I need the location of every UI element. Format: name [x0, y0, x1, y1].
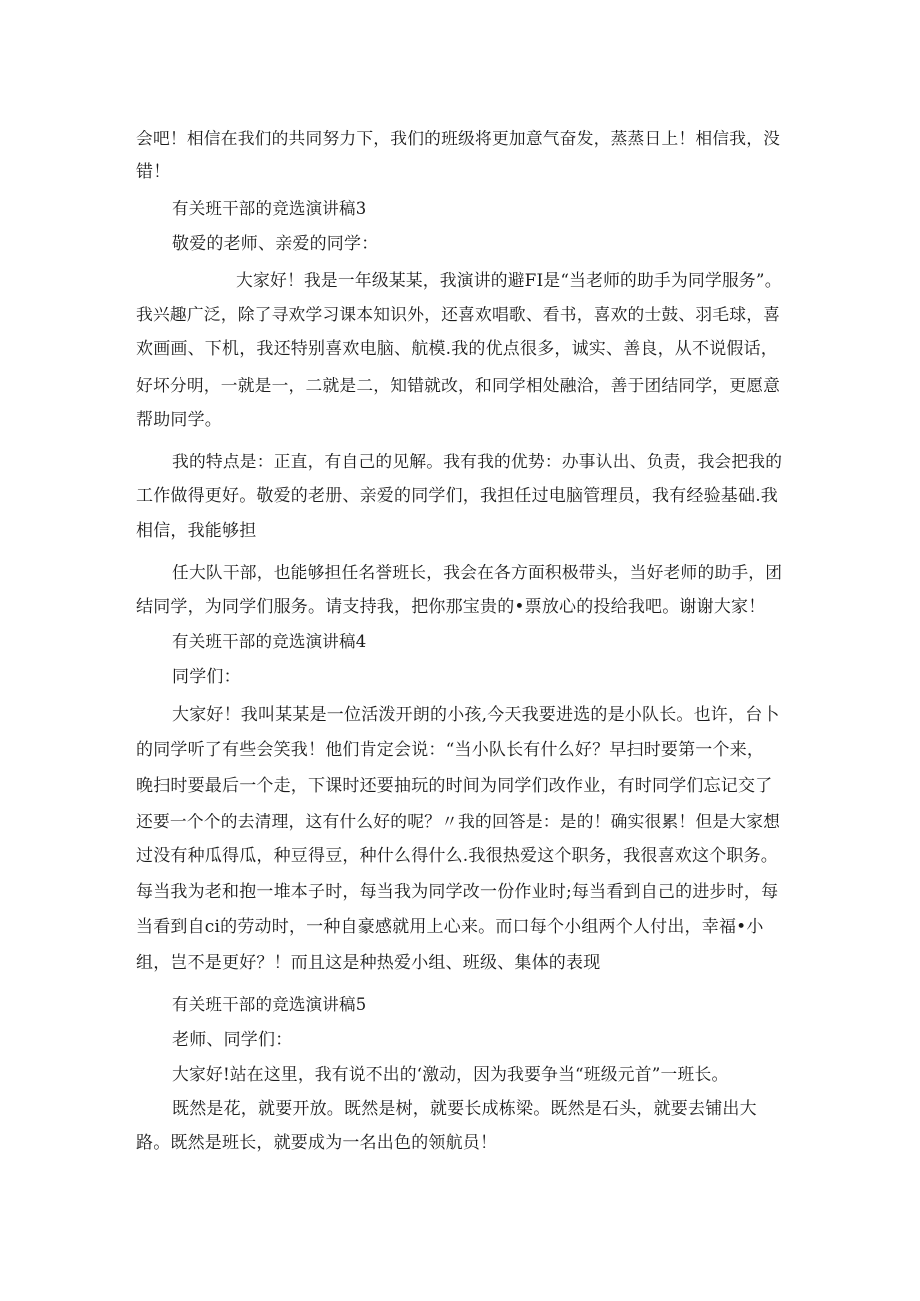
- body-line: 错！: [136, 162, 171, 182]
- body-line: 组，岂不是更好？！而且这是种热爱小组、班级、集体的表现: [136, 953, 601, 973]
- body-line: 帮助同学。: [136, 410, 222, 430]
- body-line: 会吧！相信在我们的共同努力下，我们的班级将更加意气奋发，蒸蒸日上！相信我，没: [136, 128, 781, 148]
- body-line: 每当我为老和抱一堆本子时，每当我为同学改一份作业时;每当看到自己的进步时，每: [136, 882, 779, 902]
- salutation: 敬爱的老师、亲爱的同学：: [172, 234, 379, 254]
- body-line: 欢画画、下机，我还特别喜欢电脑、航模.我的优点很多，诚实、善良，从不说假话，: [136, 339, 779, 359]
- body-line: 工作做得更好。敬爱的老册、亲爱的同学们，我担任过电脑管理员，我有经验基础.我: [136, 486, 779, 506]
- body-line: 大家好！我叫某某是一位活泼开朗的小孩,今天我要进选的是小队长。也许，台卜: [172, 705, 780, 725]
- body-line: 既然是花，就要开放。既然是树，就要长成栋梁。既然是石头，就要去铺出大: [172, 1099, 757, 1119]
- section-heading: 有关班干部的竞选演讲稿5: [172, 995, 367, 1014]
- body-line: 任大队干部，也能够担任名誉班长，我会在各方面积极带头，当好老师的助手，团: [172, 562, 783, 582]
- body-line: 还要一个个的去清理，这有什么好的呢？〃我的回答是：是的！确实很累！但是大家想: [136, 811, 781, 831]
- body-line: 大家好！我是一年级某某，我演讲的避FI是“当老师的助手为同学服务”。: [236, 270, 782, 290]
- body-line: 当看到自ci的劳动时，一种自豪感就用上心来。而口每个小组两个人付出，幸福•小: [136, 917, 764, 937]
- body-line: 过没有种瓜得瓜，种豆得豆，种什么得什么.我很热爱这个职务，我很喜欢这个职务。: [136, 846, 779, 866]
- body-line: 路。既然是班长，就要成为一名出色的领航员！: [136, 1133, 498, 1153]
- body-line: 我兴趣广泛，除了寻欢学习课本知识外，还喜欢唱歌、看书，喜欢的士鼓、羽毛球，喜: [136, 304, 781, 324]
- body-line: 结同学，为同学们服务。请支持我，把你那宝贵的•票放心的投给我吧。谢谢大家！: [136, 597, 766, 617]
- section-heading: 有关班干部的竞选演讲稿3: [172, 199, 367, 218]
- section-heading: 有关班干部的竞选演讲稿4: [172, 632, 367, 651]
- body-line: 我的特点是：正直，有自己的见解。我有我的优势：办事认出、负责，我会把我的: [172, 451, 783, 471]
- salutation: 同学们：: [172, 667, 241, 687]
- body-line: 大家好!站在这里，我有说不出的‘激动，因为我要争当“班级元首”一班长。: [172, 1064, 729, 1084]
- body-line: 的同学听了有些会笑我！他们肯定会说：“当小队长有什么好？早扫时要第一个来，: [136, 740, 765, 760]
- body-line: 晚扫时要最后一个走，下课时还要抽玩的时间为同学们改作业，有时同学们忘记交了: [136, 776, 773, 796]
- salutation: 老师、同学们：: [172, 1030, 293, 1050]
- body-line: 好坏分明，一就是一，二就是二，知错就改，和同学相处融洽，善于团结同学，更愿意: [136, 375, 781, 395]
- body-line: 相信，我能够担: [136, 521, 257, 541]
